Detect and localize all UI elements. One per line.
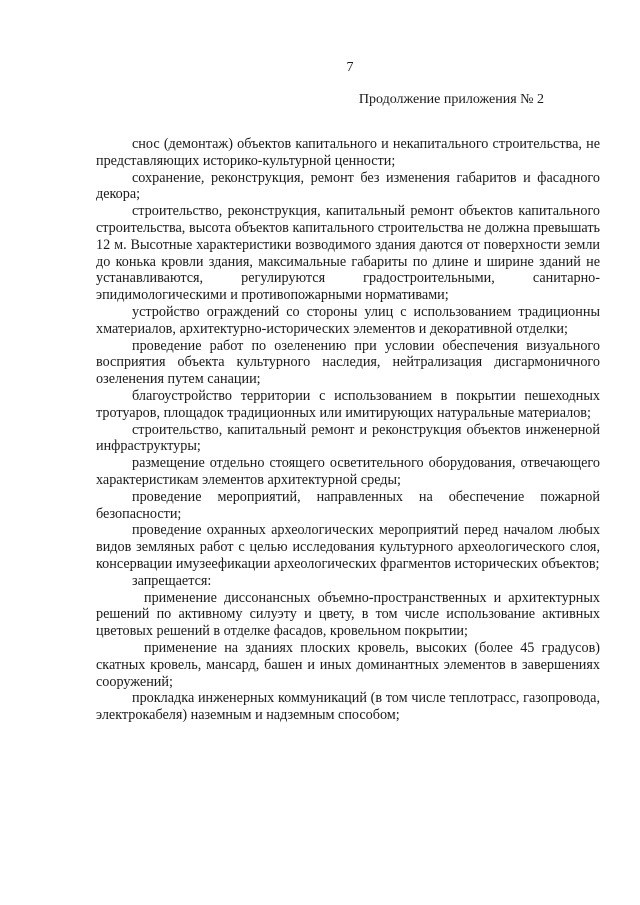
paragraph-landscaping: проведение работ по озеленению при условии обеспечения визуального восприятия объекта культурного наследия, нейтрализация дисгармоничного озеленения путем санации; <box>96 337 600 388</box>
paragraph-roofs-towers: применение на зданиях плоских кровель, высоких (более 45 градусов) скатных кровель, мансард, башен и иных доминантных элементов в завершениях сооружений; <box>96 639 600 690</box>
paragraph-territory-improvement: благоустройство территории с использованием в покрытии пешеходных тротуаров, площадок традиционных или имитирующих натуральные материалов; <box>96 387 600 421</box>
paragraph-lighting-equipment: размещение отдельно стоящего осветительного оборудования, отвечающего характеристикам элементов архитектурной среды; <box>96 455 600 488</box>
paragraph-utilities-laying: прокладка инженерных коммуникаций (в том числе теплотрасс, газопровода, электрокабеля) наземным и надземным способом; <box>96 690 600 724</box>
paragraph-fire-safety: проведение мероприятий, направленных на обеспечение пожарной безопасности; <box>96 488 600 522</box>
page-number: 7 <box>346 60 354 75</box>
paragraph-engineering-infrastructure: строительство, капитальный ремонт и реконструкция объектов инженерной инфраструктуры; <box>96 421 600 455</box>
document-body <box>96 136 600 724</box>
paragraph-demolition: снос (демонтаж) объектов капитального и некапитального строительства, не представляющих историко-культурной ценности; <box>96 136 600 169</box>
paragraph-preservation: сохранение, реконструкция, ремонт без изменения габаритов и фасадного декора; <box>96 169 600 203</box>
paragraph-archaeology: проведение охранных археологических мероприятий перед началом любых видов земляных работ с целью исследования культурного археологического слоя, консервации имузеефикации археологических фрагментов исторических объектов; <box>96 522 600 572</box>
paragraph-construction-height: строительство, реконструкция, капитальный ремонт объектов капитального строительства, высота объектов капитального строительства не должна превышать 12 м. Высотные характеристики возводимого здания даются от поверхности земли до конька кровли здания, максимальные габариты по длине и ширине зданий не устанавливаются, регулируются градостроительными, санитарно-эпидимологическими и противопожарными нормативами; <box>96 203 600 304</box>
appendix-continuation-note: Продолжение приложения № 2 <box>358 92 544 107</box>
paragraph-dissonant-solutions: применение диссонансных объемно-пространственных и архитектурных решений по активному силуэту и цвету, в том числе использование активных цветовых решений в отделке фасадов, кровельном покрытии; <box>96 589 600 640</box>
paragraph-fencing: устройство ограждений со стороны улиц с использованием традиционны хматериалов, архитектурно-исторических элементов и декоративной отделки; <box>96 303 600 337</box>
paragraph-prohibited-heading: запрещается: <box>132 572 212 589</box>
